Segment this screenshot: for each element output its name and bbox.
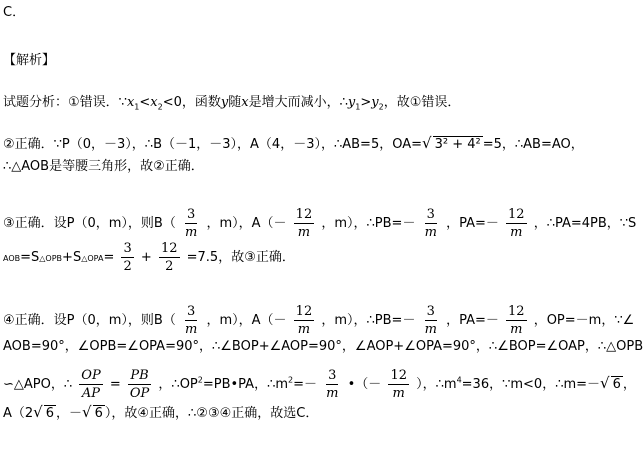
line-2b: ∴△AOB是等腰三角形，故②正确． (3, 159, 204, 174)
line-3: ③正确．设P（0，m），则B（ $\frac{3}{m}$ ，m），A（－ $\frac{12}{m}$ ，m），∴PB=－ $\frac{3}{m}$ ，PA=－ $\frac{12}{m}$ ，∴PA=4PB，∵S (3, 207, 637, 240)
line-5: AOB=90°，∠OPB=∠OPA=90°，∴∠BOP+∠AOP=90°，∠AOP+∠OPA=90°，∴∠BOP=∠OAP，∴△OPB (3, 339, 643, 354)
line-3b: AOB=S△OPB+S△OPA= $\frac{3}{2}$ + $\frac{12}{2}$ =7.5，故③正确． (3, 241, 295, 274)
line-4: ④正确．设P（0，m），则B（ $\frac{3}{m}$ ，m），A（－ $\frac{12}{m}$ ，m），∴PB=－ $\frac{3}{m}$ ，PA=－ $\frac{12}{m}$ ，OP=－m，∵∠ (3, 304, 635, 337)
line-1: 试题分析：①错误．$\because x_1<x_2<0$，函数y随x是增大而减小，$\therefore y_1>y_2$，故①错误． (3, 95, 461, 112)
section-heading: 【解析】 (3, 53, 56, 68)
answer-text: C． (3, 5, 26, 20)
line-6: ∽△APO，∴ $\frac{OP}{AP}$ = $\frac{PB}{OP}$ ，$\therefore OP^2=PB•PA$，$\therefore m^2=-$ $\frac{3}{m}$ •（－ $\frac{12}{m}$ ），$\therefore m^4=36$，∵m<0，∴m=－√ 6 ， (3, 368, 636, 401)
line-7: A（2√ 6 ，－√ 6 ），故④正确，∴②③④正确，故选C． (3, 403, 319, 421)
line-2: ②正确．∵P（0，－3），∴B（－1，－3），A（4，－3），∴AB=5，OA=√ 3² + 4² =5，∴AB=AO， (3, 134, 584, 152)
